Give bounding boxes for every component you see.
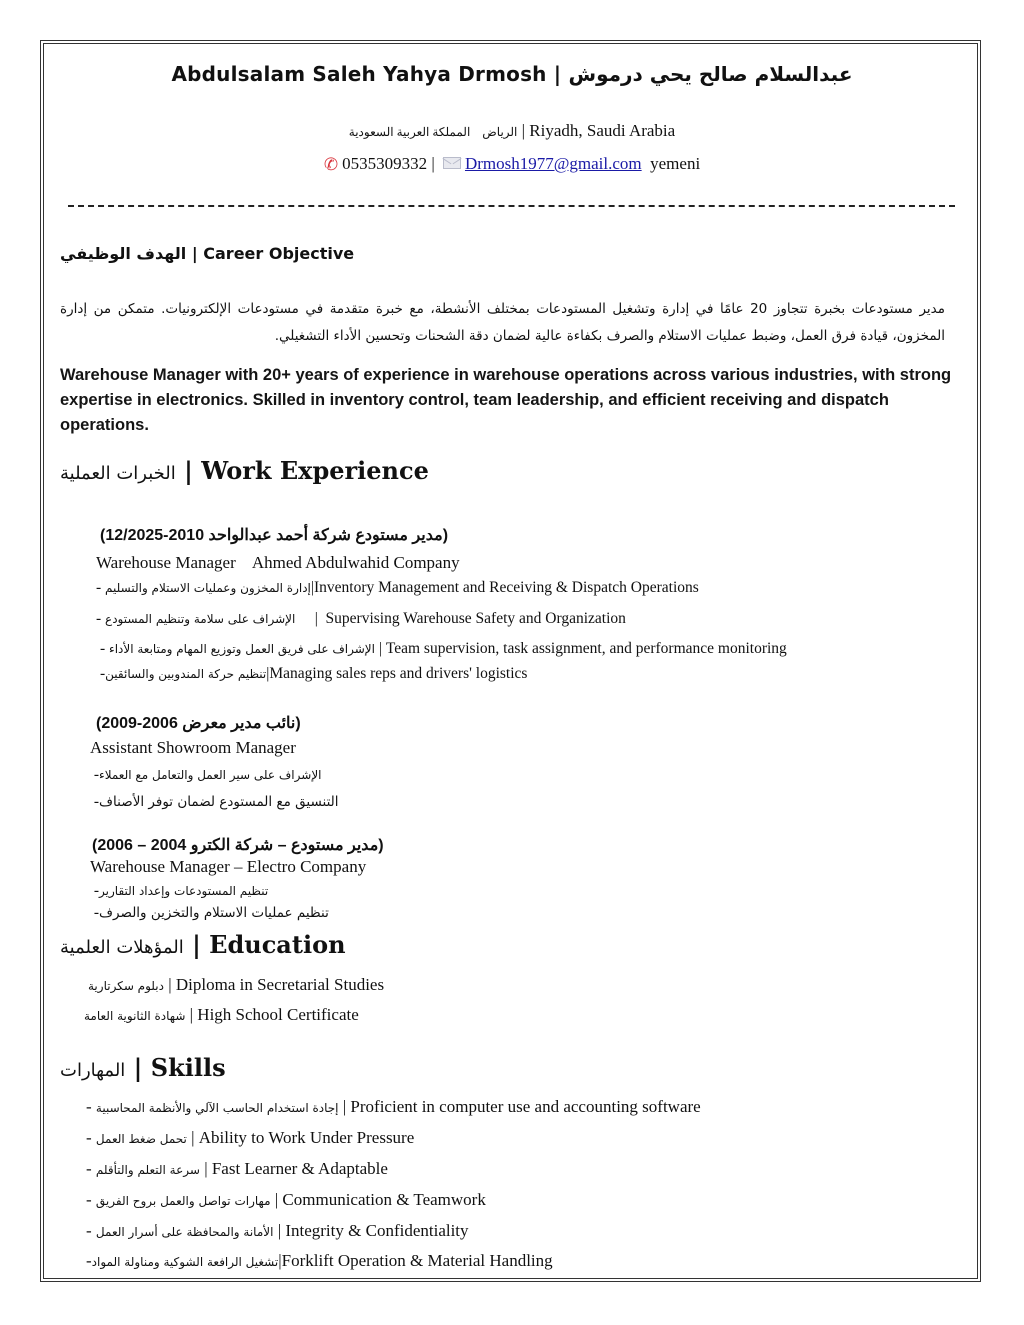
skill-item (86, 1251, 553, 1271)
education-arabic: دبلوم سكرتارية (88, 979, 164, 993)
section-heading-career-objective (60, 244, 354, 263)
bullet-arabic: الإشراف على فريق العمل وتوزيع المهام ومتابعة الأداء (109, 642, 375, 656)
location-arabic: الرياض المملكة العربية السعودية (348, 125, 518, 139)
location-english: Riyadh, Saudi Arabia (529, 121, 676, 140)
job-bullet (90, 904, 329, 922)
heading-arabic: المهارات (60, 1060, 126, 1081)
job-role-english: Warehouse Manager Ahmed Abdulwahid Company (96, 553, 460, 572)
skill-item (86, 1190, 486, 1210)
education-arabic: شهادة الثانوية العامة (84, 1009, 186, 1023)
bullet-dash: - (100, 665, 106, 682)
bullet-dash: - (90, 882, 100, 899)
skill-item (86, 1221, 469, 1241)
bullet-separator: | (295, 610, 326, 627)
name-separator: | (546, 62, 569, 86)
contact-line (0, 154, 1024, 175)
heading-arabic: الهدف الوظيفي (60, 244, 187, 263)
job-bullet (90, 793, 339, 811)
education-separator: | (163, 975, 176, 994)
heading-english: Education (209, 930, 346, 959)
skill-english: Proficient in computer use and accounting software (350, 1097, 701, 1116)
bullet-english: Inventory Management and Receiving & Dispatch Operations (313, 579, 699, 596)
bullet-arabic: تنظيم المستودعات وإعداد التقارير (99, 884, 269, 898)
bullet-english: Supervising Warehouse Safety and Organization (325, 610, 626, 627)
job-bullet (96, 610, 626, 628)
bullet-dash: - (90, 793, 100, 810)
skill-separator: | (273, 1221, 286, 1240)
bullet-dash: - (96, 579, 106, 596)
bullet-dash: - (90, 766, 100, 783)
heading-separator: | (183, 930, 210, 959)
heading-separator: | (125, 1053, 151, 1082)
skill-english: Fast Learner & Adaptable (211, 1159, 388, 1178)
section-heading-education (60, 930, 346, 959)
skill-english: Communication & Teamwork (282, 1190, 486, 1209)
career-objective-english: Warehouse Manager with 20+ years of experience in warehouse operations across various industries, with strong expertise in electronics. Skilled in inventory control, team leadership, and efficient receiving and dispatch operations. (60, 366, 952, 434)
job-title-arabic: (نائب مدير معرض 2006-2009) (96, 715, 301, 732)
bullet-separator: | (266, 665, 270, 682)
heading-separator: | (175, 456, 202, 485)
skill-item (86, 1159, 388, 1179)
phone-number[interactable]: 0535309332 (342, 154, 428, 173)
bullet-english: Managing sales reps and drivers' logistics (269, 665, 528, 682)
education-separator: | (185, 1005, 198, 1024)
bullet-dash: - (100, 640, 110, 657)
bullet-arabic: الإشراف على سير العمل والتعامل مع العملاء (99, 768, 322, 782)
job-title-arabic: (مدير مستودع شركة أحمد عبدالواحد 2010-12/2025) (100, 527, 449, 544)
bullet-separator: | (374, 640, 386, 657)
job-bullet (90, 882, 268, 900)
skill-arabic: تشغيل الرافعة الشوكية ومناولة المواد (91, 1255, 279, 1269)
candidate-name (0, 62, 1024, 86)
job-title-arabic: (مدير مستودع – شركة الكترو 2004 – 2006) (92, 837, 384, 854)
contact-separator: | (427, 154, 439, 173)
nationality: yemeni (650, 154, 701, 173)
skill-separator: | (278, 1251, 282, 1270)
education-item (84, 1005, 359, 1025)
skill-english: Integrity & Confidentiality (285, 1221, 469, 1240)
skill-separator: | (338, 1097, 351, 1116)
location-line (0, 121, 1024, 141)
education-english: Diploma in Secretarial Studies (175, 975, 385, 994)
skill-dash: - (86, 1251, 92, 1270)
bullet-arabic: تنظيم عمليات الاستلام والتخزين والصرف (99, 905, 329, 921)
skill-arabic: مهارات تواصل والعمل بروح الفريق (95, 1194, 271, 1208)
phone-icon: ✆ (323, 155, 339, 174)
name-arabic: عبدالسلام صالح يحي درموش (568, 62, 853, 86)
job-role-english: Warehouse Manager – Electro Company (90, 857, 367, 876)
skill-dash: - (86, 1159, 96, 1178)
section-heading-work-experience (60, 456, 429, 485)
career-objective-arabic: مدير مستودعات بخبرة تتجاوز 20 عامًا في إدارة وتشغيل المستودعات بمختلف الأنشطة، مع خبرة متقدمة في مستودعات الإلكترونيات. متمكن من إدارة المخزون، قيادة فرق العمل، وضبط عمليات الاستلام والصرف بكفاءة عالية لضمان دقة الشحنات وتحسين الأداء التشغيلي. (60, 301, 945, 344)
skill-arabic: إجادة استخدام الحاسب الآلي والأنظمة المحاسبية (95, 1101, 339, 1115)
heading-english: Work Experience (201, 456, 429, 485)
education-item (88, 975, 384, 995)
skill-item (86, 1128, 414, 1148)
job-bullet (100, 640, 787, 658)
bullet-dash: - (96, 610, 106, 627)
skill-english: Ability to Work Under Pressure (198, 1128, 415, 1147)
location-separator: | (517, 121, 530, 140)
skill-item (86, 1097, 701, 1117)
skill-arabic: سرعة التعلم والتأقلم (95, 1163, 200, 1177)
bullet-arabic: الإشراف على سلامة وتنظيم المستودع (105, 612, 296, 626)
skill-dash: - (86, 1128, 96, 1147)
heading-separator: | (186, 244, 204, 263)
skill-english: Forklift Operation & Material Handling (281, 1251, 553, 1270)
bullet-separator: | (310, 579, 314, 596)
heading-english: Career Objective (203, 244, 355, 263)
header-divider (68, 205, 955, 207)
bullet-english: Team supervision, task assignment, and performance monitoring (385, 640, 787, 657)
skill-arabic: الأمانة والمحافظة على أسرار العمل (95, 1225, 274, 1239)
skill-arabic: تحمل ضغط العمل (95, 1132, 187, 1146)
heading-arabic: الخبرات العملية (60, 463, 176, 484)
name-english: Abdulsalam Saleh Yahya Drmosh (171, 62, 547, 86)
bullet-arabic: إدارة المخزون وعمليات الاستلام والتسليم (105, 581, 311, 595)
bullet-arabic: التنسيق مع المستودع لضمان توفر الأصناف (99, 794, 339, 810)
skill-separator: | (199, 1159, 212, 1178)
page-border (40, 40, 981, 1282)
job-bullet (96, 579, 699, 597)
bullet-arabic: تنظيم حركة المندوبين والسائقين (105, 667, 267, 681)
skill-dash: - (86, 1190, 96, 1209)
skill-separator: | (270, 1190, 283, 1209)
envelope-icon (443, 157, 461, 169)
skill-dash: - (86, 1097, 96, 1116)
job-bullet (90, 766, 322, 784)
job-bullet (100, 665, 527, 683)
section-heading-skills (60, 1053, 226, 1082)
heading-english: Skills (150, 1053, 226, 1082)
job-role-english: Assistant Showroom Manager (90, 738, 296, 757)
education-english: High School Certificate (197, 1005, 359, 1024)
email-link[interactable]: Drmosh1977@gmail.com (464, 154, 642, 173)
skill-separator: | (186, 1128, 199, 1147)
bullet-dash: - (90, 904, 100, 921)
heading-arabic: المؤهلات العلمية (60, 937, 184, 958)
skill-dash: - (86, 1221, 96, 1240)
